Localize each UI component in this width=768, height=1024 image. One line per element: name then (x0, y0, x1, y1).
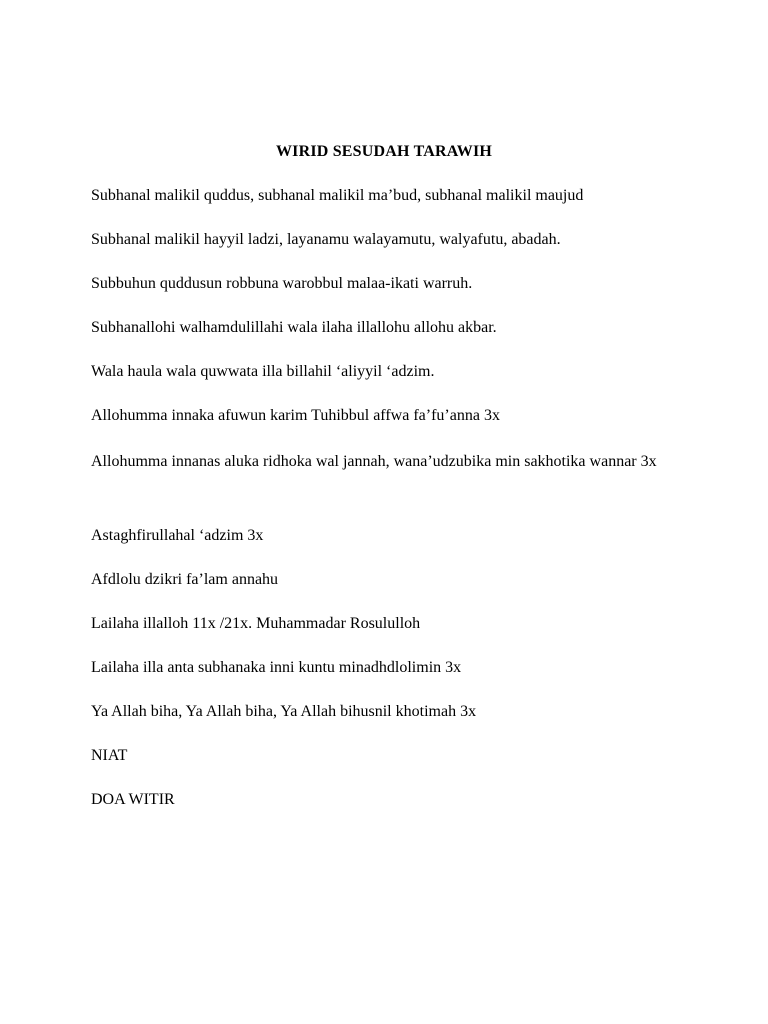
section-heading-niat: NIAT (91, 747, 128, 764)
text-line: Ya Allah biha, Ya Allah biha, Ya Allah bihusnil khotimah 3x (91, 703, 477, 720)
text-line: Astaghfirullahal ‘adzim 3x (91, 527, 264, 544)
document-title: WIRID SESUDAH TARAWIH (275, 143, 493, 160)
text-line: Subbuhun quddusun robbuna warobbul malaa-ikati warruh. (91, 275, 473, 292)
text-line: Lailaha illalloh 11x /21x. Muhammadar Rosululloh (91, 615, 421, 632)
text-paragraph: Allohumma innanas aluka ridhoka wal jannah, wana’udzubika min sakhotika wannar 3x (91, 453, 657, 470)
text-line: Lailaha illa anta subhanaka inni kuntu minadhdlolimin 3x (91, 659, 462, 676)
text-line: Afdlolu dzikri fa’lam annahu (91, 571, 279, 588)
text-line: Subhanal malikil hayyil ladzi, layanamu walayamutu, walyafutu, abadah. (91, 231, 561, 248)
text-line: Allohumma innaka afuwun karim Tuhibbul affwa fa’fu’anna 3x (91, 407, 500, 424)
text-line: Wala haula wala quwwata illa billahil ‘aliyyil ‘adzim. (91, 363, 435, 380)
text-line: Subhanallohi walhamdulillahi wala ilaha illallohu allohu akbar. (91, 319, 497, 336)
text-line: Subhanal malikil quddus, subhanal malikil ma’bud, subhanal malikil maujud (91, 187, 584, 204)
section-heading-doa-witir: DOA WITIR (91, 791, 175, 808)
